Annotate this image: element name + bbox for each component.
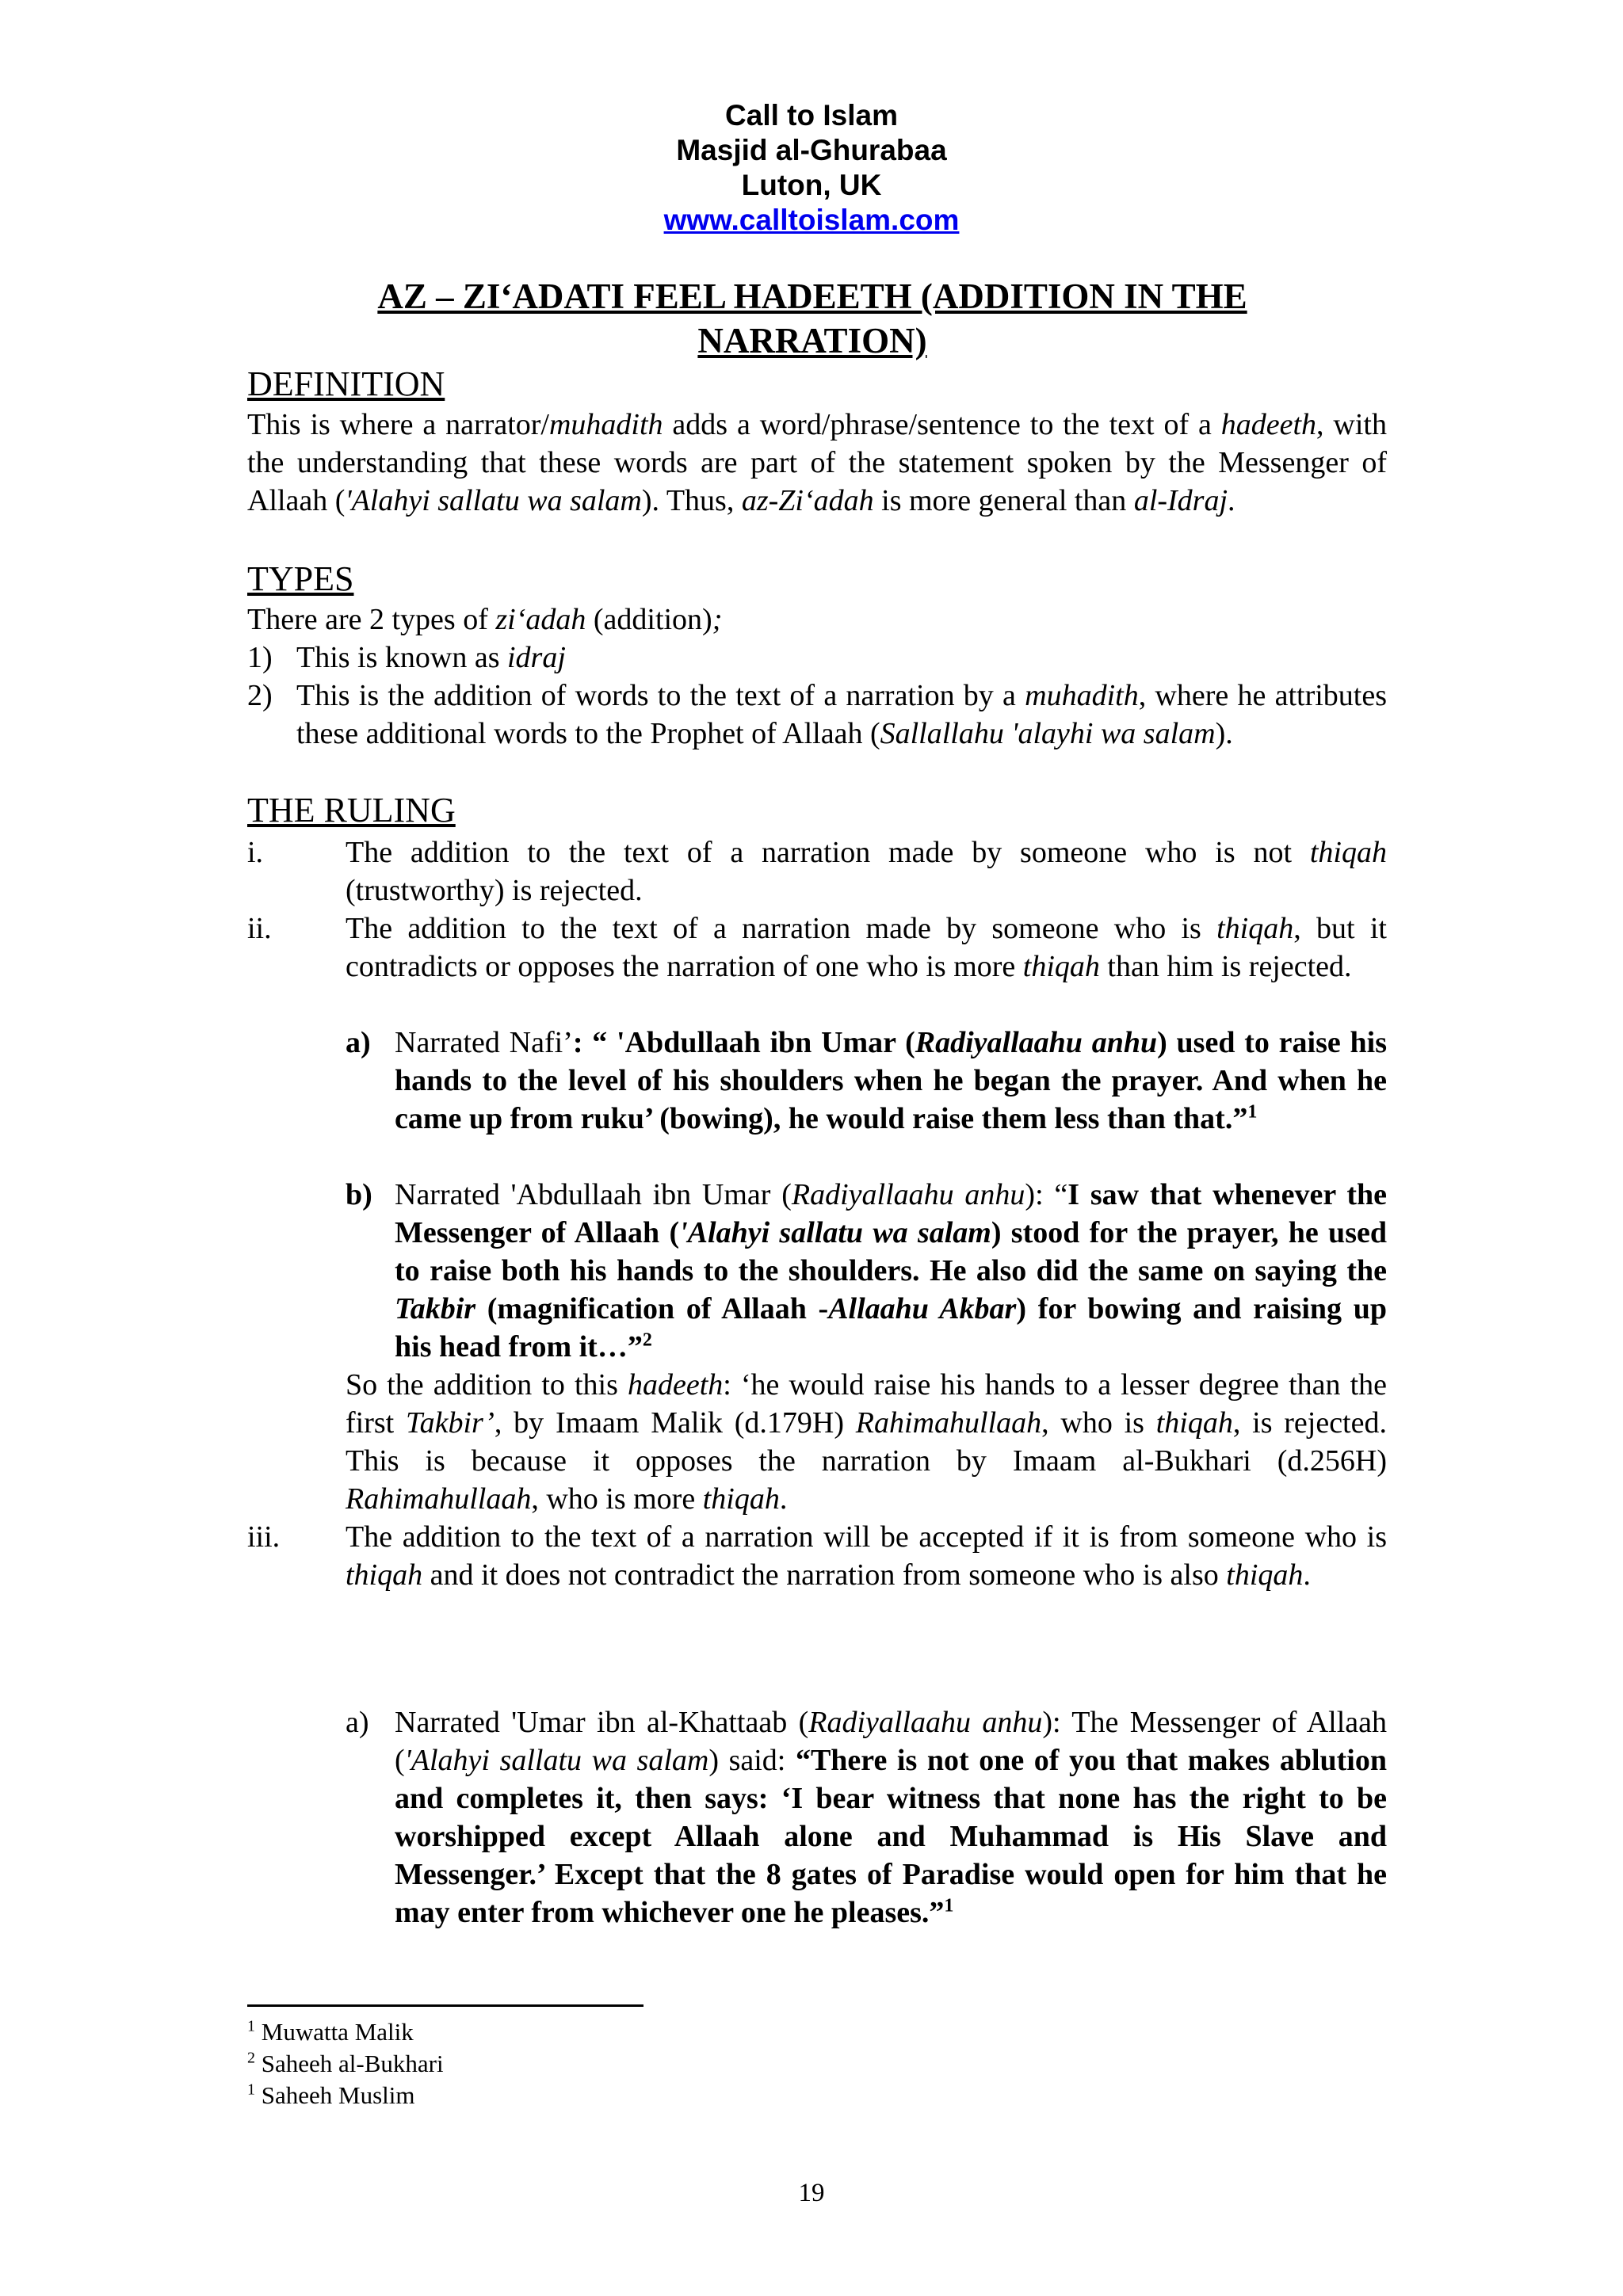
types-item2: This is the addition of words to the text of a narration by a muhadith, where he attributes these additional words to the Prophet of Allaah (Sallallahu 'alayhi wa salam). [296,679,1387,750]
page-title-line2: NARRATION) [697,321,927,360]
footnote-1: $^1$ Muwatta Malik [247,2017,414,2046]
page-number: 19 [798,2179,825,2207]
ruling-item2: The addition to the text of a narration made by someone who is thiqah, but it contradicts or opposes the narration of one who is more thiqah than him is rejected. [346,912,1387,983]
types-item2-number: 2) [247,679,273,712]
ruling-item3-number: iii. [247,1520,281,1554]
ruling-item1: The addition to the text of a narration made by someone who is not thiqah (trustworthy) is rejected. [346,836,1387,907]
definition-heading: DEFINITION [247,364,445,403]
example-a-text: Narrated Nafi’: “ 'Abdullaah ibn Umar (Radiyallaahu anhu) used to raise his hands to the level of his shoulders when he began the prayer. And when he came up from ruku’ (bowing), he would raise them less than that.”$^1$ [395,1026,1387,1135]
example-a-label: a) [346,1026,371,1059]
header-website[interactable] [0,203,1623,238]
ruling-item3: The addition to the text of a narration will be accepted if it is from someone who is thiqah and it does not contradict the narration from someone who is also thiqah. [346,1520,1387,1592]
example-b-label: b) [346,1178,372,1211]
header-org: Call to Islam [725,99,898,132]
ruling-item1-number: i. [247,836,264,869]
footnote-3: $^1$ Saheeh Muslim [247,2081,415,2109]
types-item1-number: 1) [247,641,273,674]
types-intro: There are 2 types of zi‘adah (addition); [247,603,723,636]
header-mosque: Masjid al-Ghurabaa [676,134,947,166]
ruling-explanation: So the addition to this hadeeth: ‘he would raise his hands to a lesser degree than the first Takbir’, by Imaam Malik (d.179H) Rahimahullaah, who is thiqah, is rejected. This is because it opposes the narration by Imaam al-Bukhari (d.256H) Rahimahullaah, who is more thiqah. [346,1368,1388,1516]
example-c-label: a) [346,1706,369,1739]
example-b-text: Narrated 'Abdullaah ibn Umar (Radiyallaahu anhu): “I saw that whenever the Messenger of Allaah ('Alahyi sallatu wa salam) stood for the prayer, he used to raise both his hands to the shoulders. He also did the same on saying the Takbir (magnification of Allaah -Allaahu Akbar) for bowing and raising up his head from it…”$^2$ [395,1178,1388,1363]
ruling-heading: THE RULING [247,791,456,830]
ruling-item2-number: ii. [247,912,272,945]
definition-paragraph: This is where a narrator/muhadith adds a word/phrase/sentence to the text of a hadeeth, with the understanding that these words are part of the statement spoken by the Messenger of Allaah ('Alahyi sallatu wa salam). Thus, az-Zi‘adah is more general than al-Idraj. [247,408,1387,517]
footnote-separator [247,2004,643,2007]
header-location: Luton, UK [741,169,882,201]
website-link[interactable]: www.calltoislam.com [663,204,960,236]
types-item1: This is known as idraj [296,641,566,674]
types-heading: TYPES [247,559,354,598]
example-c-text: Narrated 'Umar ibn al-Khattaab (Radiyallaahu anhu): The Messenger of Allaah ('Alahyi sallatu wa salam) said: “There is not one of you that makes ablution and completes it, then says: ‘I bear witness that none has the right to be worshipped except Allaah alone and Muhammad is His Slave and Messenger.’ Except that the 8 gates of Paradise would open for him that he may enter from whichever one he pleases.”$^1$ [395,1706,1387,1929]
footnote-2: $^2$ Saheeh al-Bukhari [247,2049,444,2077]
page-title-line1: AZ – ZI‘ADATI FEEL HADEETH (ADDITION IN THE [377,277,1247,316]
